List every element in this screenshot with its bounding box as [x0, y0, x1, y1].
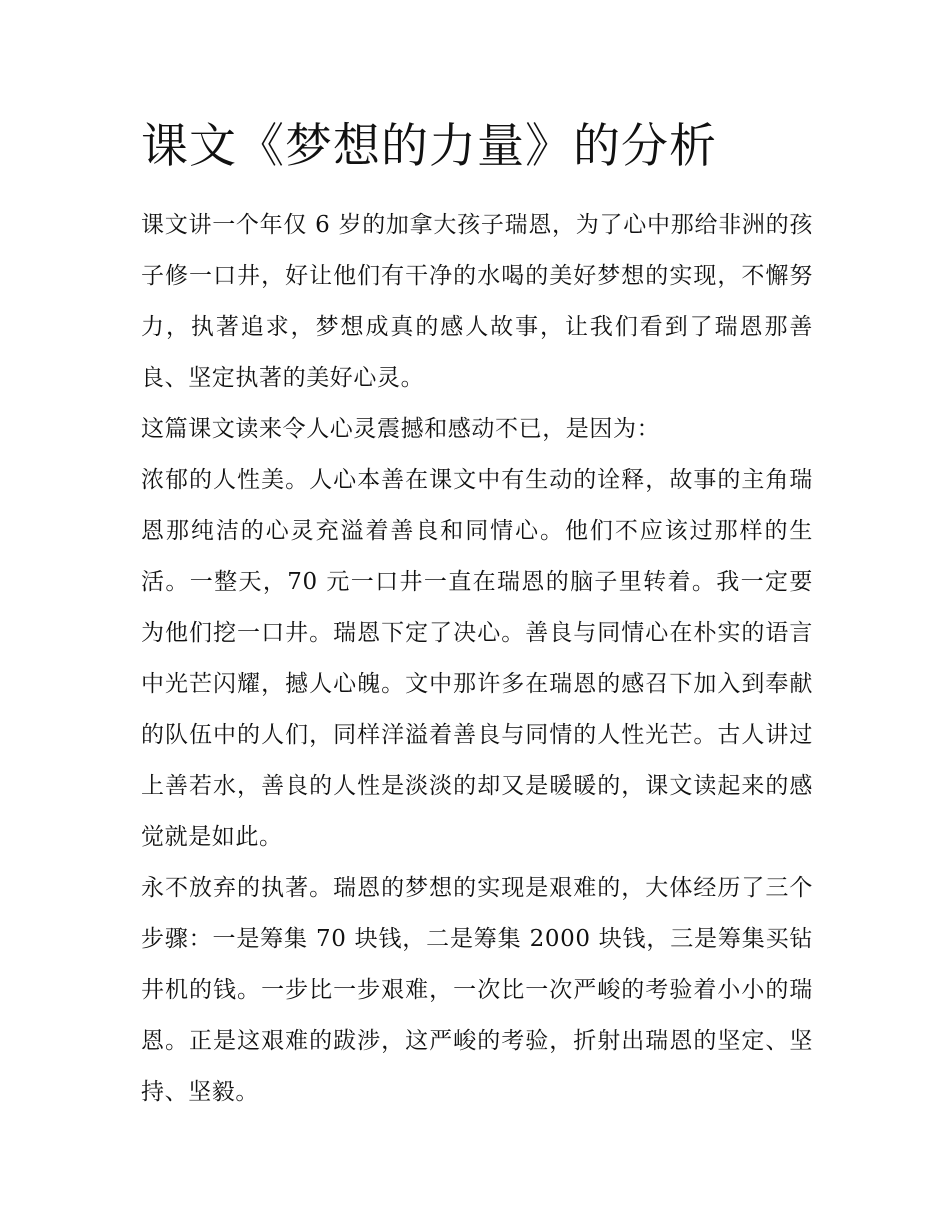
paragraph-persistence: 永不放弃的执著。瑞恩的梦想的实现是艰难的，大体经历了三个步骤：一是筹集 70 块钱，二是筹集 2000 块钱，三是筹集买钻井机的钱。一步比一步艰难，一次比一次严峻的考验着小小的瑞恩。正是这艰难的跋涉，这严峻的考验，折射出瑞恩的坚定、坚持、坚毅。: [141, 875, 813, 1105]
paragraph-reason-lead: 这篇课文读来令人心灵震撼和感动不已，是因为：: [141, 416, 661, 442]
paragraph-humanity: 浓郁的人性美。人心本善在课文中有生动的诠释，故事的主角瑞恩那纯洁的心灵充溢着善良和同情心。他们不应该过那样的生活。一整天，70 元一口井一直在瑞恩的脑子里转着。我一定要为他们挖一口井。瑞恩下定了决心。善良与同情心在朴实的语言中光芒闪耀，撼人心魄。文中那许多在瑞恩的感召下加入到奉献的队伍中的人们，同样洋溢着善良与同情的人性光芒。古人讲过上善若水，善良的人性是淡淡的却又是暖暖的，课文读起来的感觉就是如此。: [141, 467, 813, 850]
document-body: [141, 112, 813, 1118]
document-title: 课文《梦想的力量》的分析: [141, 119, 717, 174]
paragraph-intro: 课文讲一个年仅 6 岁的加拿大孩子瑞恩，为了心中那给非洲的孩子修一口井，好让他们有干净的水喝的美好梦想的实现，不懈努力，执著追求，梦想成真的感人故事，让我们看到了瑞恩那善良、坚定执著的美好心灵。: [141, 212, 813, 391]
